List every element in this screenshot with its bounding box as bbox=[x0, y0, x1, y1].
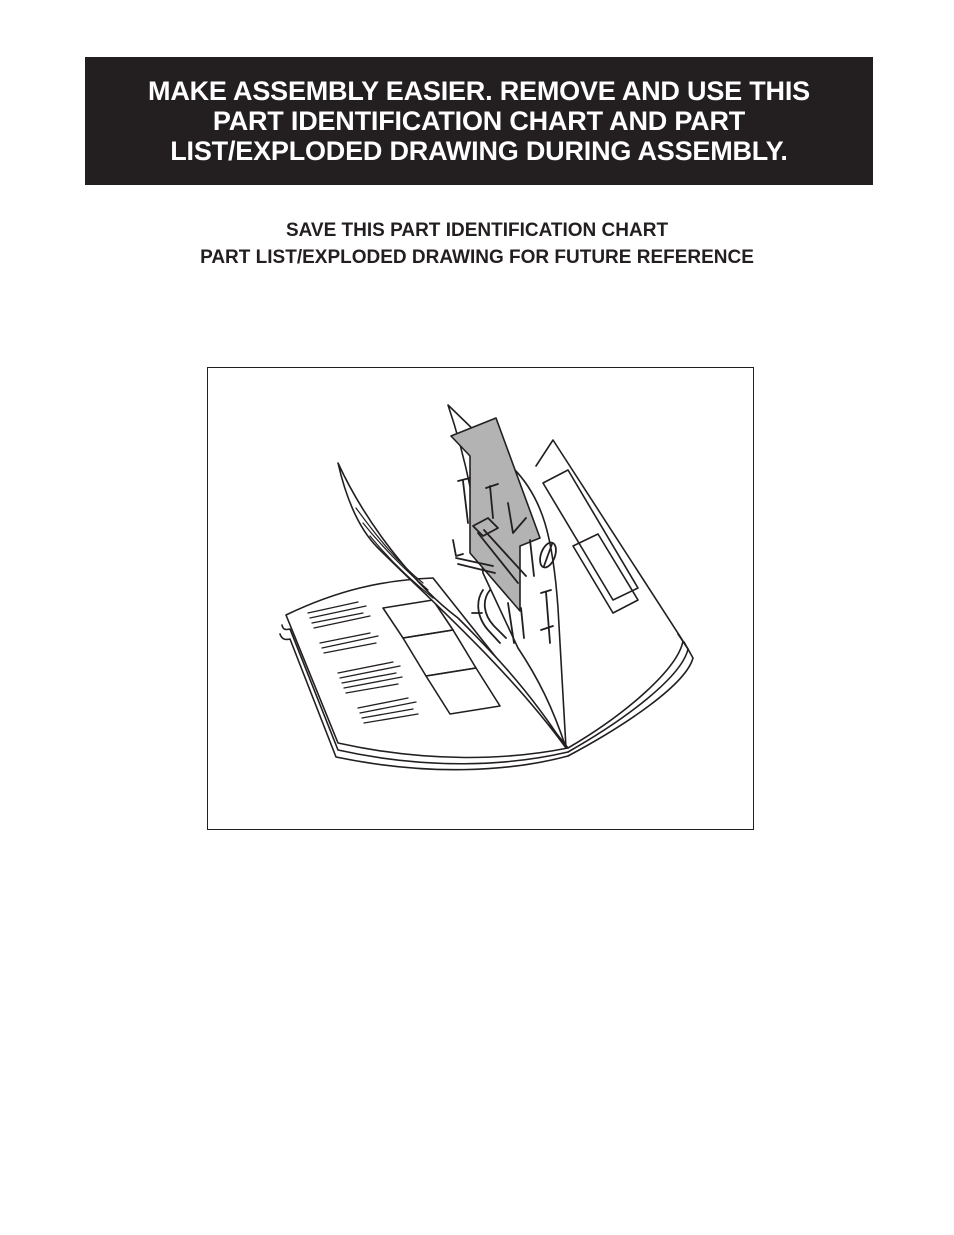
banner-line-1: MAKE ASSEMBLY EASIER. REMOVE AND USE THIS bbox=[148, 76, 810, 106]
save-notice-line-2: PART LIST/EXPLODED DRAWING FOR FUTURE REFERENCE bbox=[200, 247, 754, 268]
instruction-banner bbox=[85, 57, 873, 185]
save-notice bbox=[0, 217, 954, 271]
banner-line-2: PART IDENTIFICATION CHART AND PART bbox=[212, 106, 746, 136]
save-notice-line-1: SAVE THIS PART IDENTIFICATION CHART bbox=[285, 220, 669, 241]
manual-illustration-frame bbox=[207, 367, 754, 830]
banner-line-3: LIST/EXPLODED DRAWING DURING ASSEMBLY. bbox=[170, 136, 788, 166]
open-manual-illustration bbox=[208, 368, 752, 828]
